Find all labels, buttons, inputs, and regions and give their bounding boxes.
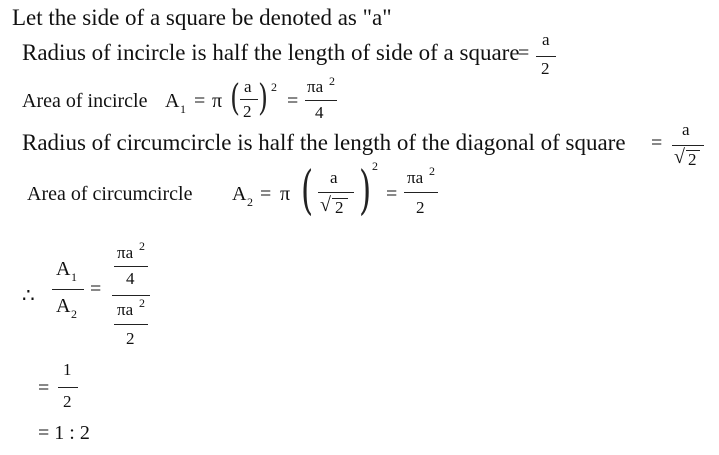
radicand: 2 — [335, 198, 344, 217]
area-symbol: A — [56, 258, 71, 280]
exponent: 2 — [139, 239, 145, 253]
fraction-numerator: a — [244, 77, 252, 96]
equals-sign: = — [287, 90, 299, 112]
equals-sign: = — [194, 90, 206, 112]
equals-sign: = — [260, 183, 272, 205]
fraction-denominator: 2 — [63, 392, 72, 411]
equals-sign: = — [651, 132, 663, 154]
subscript: 1 — [180, 102, 186, 116]
fraction-bar — [52, 289, 84, 290]
fraction-bar — [58, 387, 78, 388]
equals-sign: = — [386, 183, 398, 205]
exponent: 2 — [329, 74, 335, 88]
fraction-numerator: πa — [307, 77, 324, 96]
final-ratio: = 1 : 2 — [38, 422, 90, 444]
subscript: 2 — [247, 195, 253, 209]
fraction-denominator: 2 — [416, 198, 425, 217]
fraction-bar — [240, 99, 258, 100]
fraction-numerator: a — [542, 30, 550, 49]
area-symbol: A — [165, 90, 180, 112]
fraction-denominator: 2 — [243, 102, 252, 121]
fraction-bar — [318, 192, 354, 193]
pi-symbol: π — [280, 183, 291, 205]
fraction-numerator: 1 — [63, 360, 72, 379]
circumcircle-area-label: Area of circumcircle — [27, 183, 193, 205]
exponent: 2 — [139, 296, 145, 310]
right-paren: ) — [258, 78, 268, 119]
fraction-bar — [114, 324, 148, 325]
equals-sign: = — [90, 278, 102, 300]
circumcircle-radius-text: Radius of circumcircle is half the length of the diagonal of square — [22, 130, 626, 155]
fraction-numerator: a — [330, 168, 338, 187]
radical-sign: √ — [320, 194, 331, 216]
exponent: 2 — [429, 164, 435, 178]
fraction-numerator: πa — [117, 243, 134, 262]
area-symbol: A — [56, 295, 71, 317]
radicand: 2 — [688, 150, 697, 169]
fraction-bar — [536, 56, 556, 57]
pi-symbol: π — [212, 90, 223, 112]
fraction-denominator: 2 — [541, 59, 550, 78]
subscript: 2 — [71, 307, 77, 321]
area-symbol: A — [232, 183, 247, 205]
intro-line: Let the side of a square be denoted as "a" — [12, 5, 392, 30]
equals-sign: = — [38, 377, 50, 399]
therefore-symbol: ∴ — [22, 285, 35, 307]
fraction-denominator: 4 — [126, 269, 135, 288]
radical-sign: √ — [674, 146, 685, 168]
fraction-numerator: a — [682, 120, 690, 139]
fraction-bar — [114, 266, 148, 267]
fraction-denominator: 2 — [126, 329, 135, 348]
exponent: 2 — [372, 159, 378, 173]
incircle-area-label: Area of incircle — [22, 90, 148, 112]
left-paren: ( — [301, 161, 314, 221]
fraction-bar — [305, 100, 337, 101]
fraction-bar — [404, 192, 438, 193]
fraction-numerator: πa — [117, 300, 134, 319]
subscript: 1 — [71, 270, 77, 284]
incircle-radius-text: Radius of incircle is half the length of side of a square — [22, 40, 520, 65]
right-paren: ) — [359, 161, 372, 221]
left-paren: ( — [230, 78, 240, 119]
fraction-denominator: 4 — [315, 103, 324, 122]
equals-sign: = — [518, 42, 530, 64]
fraction-numerator: πa — [407, 168, 424, 187]
exponent: 2 — [271, 80, 277, 94]
